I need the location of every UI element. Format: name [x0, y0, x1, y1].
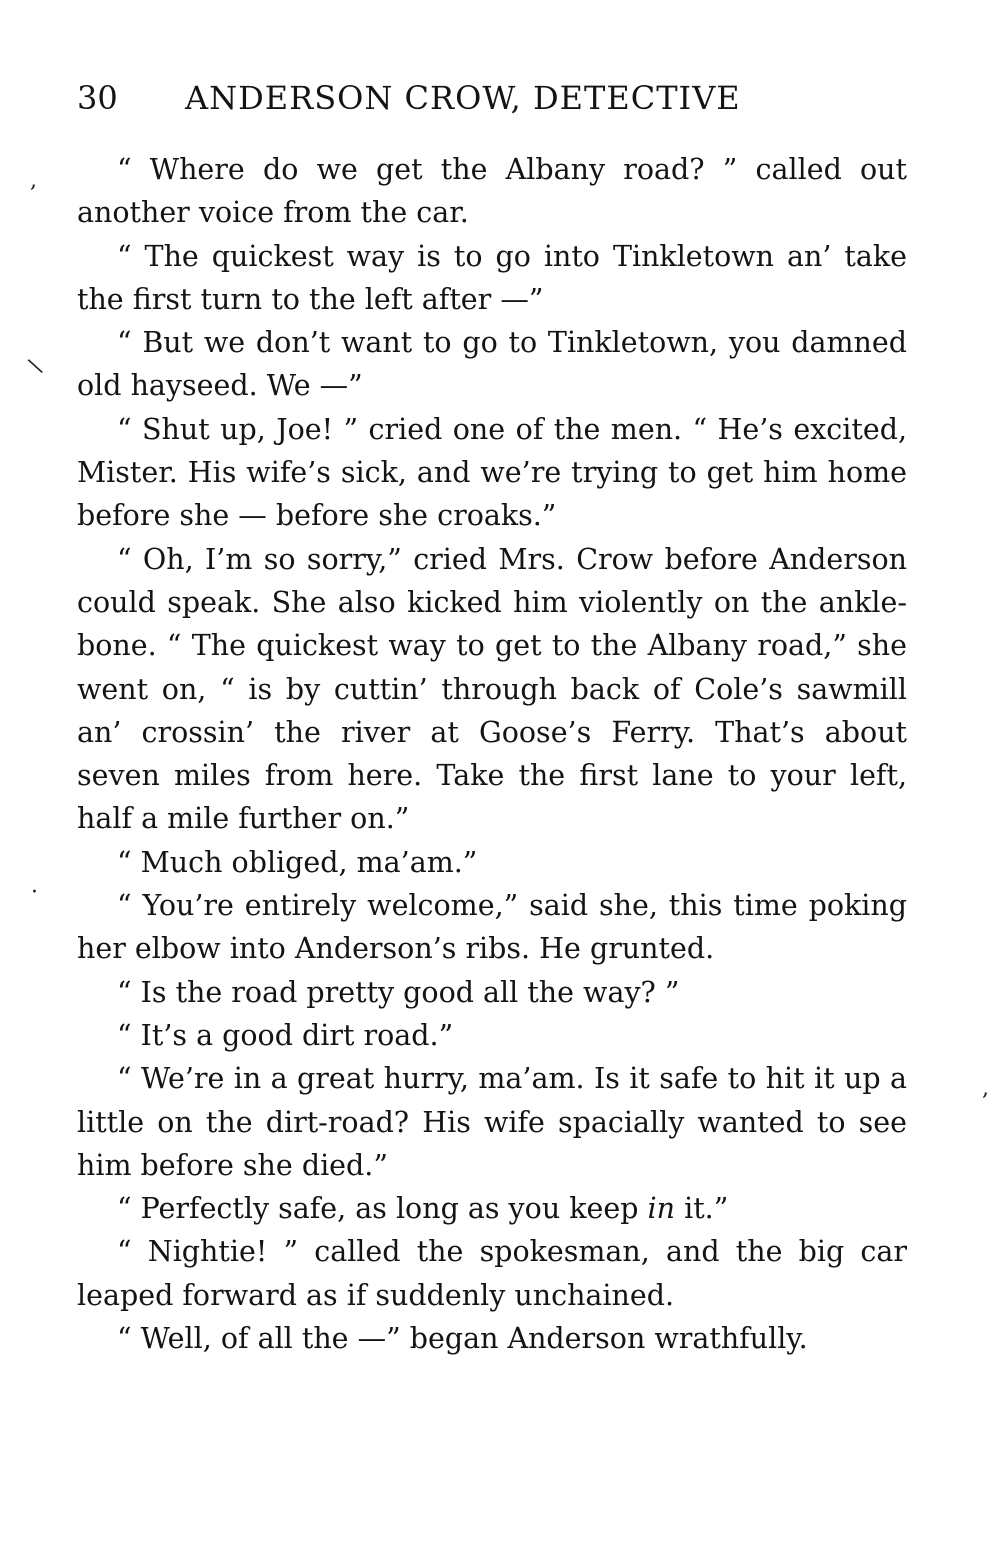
paragraph: “ You’re entirely welcome,” said she, this time poking her elbow into Anderson’s ribs. He grunted.	[77, 889, 907, 966]
paragraph-text: it.”	[675, 1192, 729, 1226]
paragraph: “ Nightie! ” called the spokesman, and the big car leaped forward as if suddenly unchained.	[77, 1235, 907, 1312]
paragraph: “ It’s a good dirt road.”	[117, 1018, 454, 1052]
body-text	[77, 148, 907, 1360]
running-title: ANDERSON CROW, DETECTIVE	[185, 79, 741, 117]
paragraph: “ Well, of all the —” began Anderson wrathfully.	[117, 1322, 808, 1356]
paragraph: “ Is the road pretty good all the way? ”	[117, 975, 680, 1009]
paragraph: “ We’re in a great hurry, ma’am. Is it safe to hit it up a little on the dirt-road? His wife spacially wanted to see him before she died.”	[77, 1062, 907, 1182]
paragraph: “ The quickest way is to go into Tinkletown an’ take the first turn to the left after —”	[77, 239, 907, 316]
scan-speck: \	[25, 353, 45, 380]
paragraph: “ Oh, I’m so sorry,” cried Mrs. Crow before Anderson could speak. She also kicked him violently on the ankle-bone. “ The quickest way to get to the Albany road,” she went on, “ is by cuttin’ through back of Cole’s sawmill an’ crossin’ the river at Goose’s Ferry. That’s about seven miles from here. Take the first lane to your left, half a mile further on.”	[77, 542, 907, 836]
page-number: 30	[77, 79, 118, 117]
page-header	[77, 78, 907, 118]
paragraph: “ But we don’t want to go to Tinkletown, you damned old hayseed. We —”	[77, 326, 907, 403]
paragraph: “ Shut up, Joe! ” cried one of the men. “ He’s excited, Mister. His wife’s sick, and we’re trying to get him home before she — before she croaks.”	[77, 412, 907, 533]
paragraph: “ Much obliged, ma’am.”	[117, 845, 478, 879]
paragraph	[77, 1187, 907, 1230]
scan-speck: ,	[30, 168, 37, 193]
paragraph-text: “ Perfectly safe, as long as you keep	[117, 1192, 648, 1226]
emphasized-word: in	[647, 1192, 676, 1226]
scan-speck: ,	[982, 1076, 989, 1101]
scan-speck: ·	[31, 880, 38, 905]
paragraph: “ Where do we get the Albany road? ” called out another voice from the car.	[77, 153, 907, 230]
